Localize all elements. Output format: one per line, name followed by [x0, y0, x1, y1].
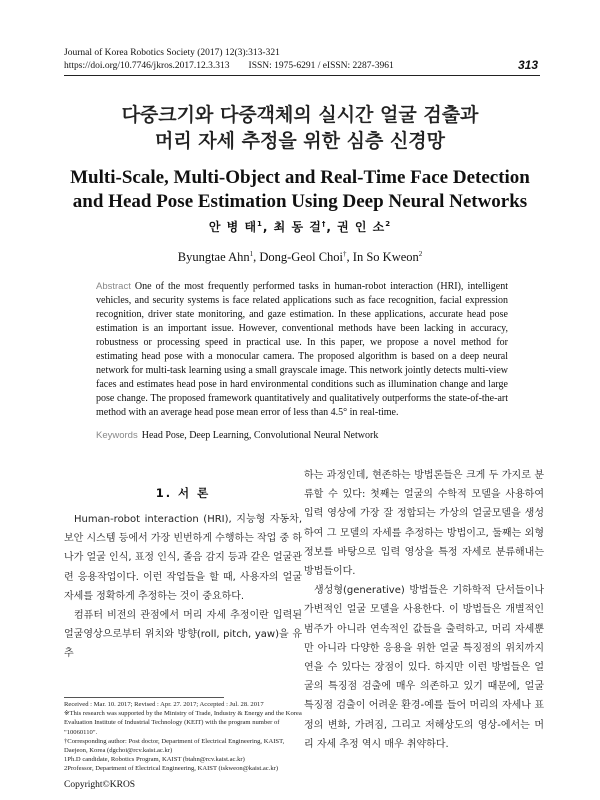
left-column [64, 510, 302, 664]
journal-header [64, 47, 394, 73]
journal-doi-issn: https://doi.org/10.7746/jkros.2017.12.3.313 ISSN: 1975-6291 / eISSN: 2287-3961 [64, 61, 394, 71]
author-separator: , [326, 220, 338, 234]
korean-title-line: 다중크기와 다중객체의 실시간 얼굴 검출과 [121, 104, 479, 126]
author-mark: 2 [385, 220, 392, 228]
author-name: 안 병 태 [208, 220, 258, 234]
copyright: Copyright©KROS [64, 780, 136, 790]
page-number: 313 [517, 58, 538, 72]
korean-title-line: 머리 자세 추정을 위한 심층 신경망 [154, 130, 446, 152]
body-paragraph: 하는 과정인데, 현존하는 방법론들은 크게 두 가지로 분류할 수 있다: 첫째는 얼굴의 수학적 모델을 사용하여 입력 영상에 가장 잘 정합되는 가상의 얼굴모델을 생성하여 그 모델의 자세를 추정하는 방법이고, 둘째는 외형 정보를 바탕으로 입력 영상을 특정 자세로 분류해내는 방법들이다. [304, 470, 544, 578]
footnotes [64, 700, 302, 774]
footnote-corresponding: †Corresponding author: Post doctor, Department of Electrical Engineering, KAIST, Daejeon, Korea (dgchoi@rcv.kaist.ac.kr) [64, 737, 285, 755]
author-mark: 1 [249, 249, 254, 258]
body-paragraph: 컴퓨터 비전의 관점에서 머리 자세 추정이란 입력된 얼굴영상으로부터 위치와 방향(roll, pitch, yaw)을 유추 [64, 610, 302, 660]
author-name: Dong-Geol Choi [259, 250, 344, 264]
footnote-funding: ※This research was supported by the Ministry of Trade, Industry & Energy and the Korea Evaluation Institute of Industrial Technology (KEIT) with the program number of "10060110". [64, 710, 302, 736]
author-mark: 1 [257, 220, 263, 228]
korean-title [0, 102, 600, 154]
keywords [96, 430, 508, 441]
keywords-text: Head Pose, Deep Learning, Convolutional Neural Network [141, 430, 379, 441]
author-name: Byungtae Ahn [177, 250, 250, 264]
english-authors [0, 250, 600, 265]
abstract-text: One of the most frequently performed tasks in human-robot interaction (HRI), intelligent vehicles, and security systems is face related applications such as face recognition, facial expression recognition, driver state monitoring, and gaze estimation. In these applications, accurate head pose estimation is an important issue. However, conventional methods have been lacking in accuracy, robustness or processing speed in practical use. In this paper, we propose a novel method for estimating head pose with a monocular camera. The proposed algorithm is based on a deep neural network for multi-task learning using a small grayscale image. This network jointly detects multi-view faces and estimates head pose in hard environmental conditions such as illumination change and large pose change. The proposed framework quantitatively and qualitatively outperforms the state-of-the-art method with an average head pose mean error of less than 4.5° in real-time. [96, 281, 508, 418]
footnote-author-2: 2Professor, Department of Electrical Engineering, KAIST (iskweon@kaist.ac.kr) [64, 765, 279, 773]
author-name: In So Kweon [352, 250, 419, 264]
author-separator: , [262, 220, 274, 234]
author-mark: 2 [418, 249, 423, 258]
english-title-line: and Head Pose Estimation Using Deep Neural Networks [72, 191, 528, 212]
korean-authors [0, 218, 600, 235]
author-separator: , [346, 250, 353, 264]
body-paragraph: 생성형(generative) 방법들은 기하학적 단서들이나 가변적인 얼굴 모델을 사용한다. 이 방법들은 개별적인 범주가 아니라 연속적인 값들을 출력하고, 머리 자세뿐만 아니라 다양한 응용을 위한 얼굴 특징점의 위치까지 연을 수 있다는 장점이 있다. 하지만 이런 방법들은 얼굴의 특징점 검출에 매우 의존하고 있기 때문에, 얼굴 특징점 검출이 어려운 환경-예를 들어 머리의 자세나 표정의 변화, 가려짐, 그리고 저해상도의 영상-에서는 머리 자세 추정 역시 매우 취약하다. [304, 585, 544, 750]
header-rule [64, 75, 540, 76]
abstract-label: Abstract [96, 281, 131, 292]
footnote-received: Received : Mar. 10. 2017; Revised : Apr. 27. 2017; Accepted : Jul. 28. 2017 [64, 701, 264, 708]
right-column [304, 466, 544, 754]
footnote-author-1: 1Ph.D candidate, Robotics Program, KAIST (btahn@rcv.kaist.ac.kr) [64, 756, 245, 764]
author-name: 권 인 소 [337, 220, 386, 234]
author-separator: , [253, 250, 260, 264]
footnote-rule [64, 697, 224, 698]
english-title [0, 166, 600, 214]
section-heading-introduction: 1. 서 론 [155, 486, 211, 500]
body-paragraph: Human-robot interaction (HRI), 지능형 자동차, 보안 시스템 등에서 가장 빈번하게 수행하는 작업 중 하나가 얼굴 인식, 표정 인식, 졸음 감지 등과 같은 얼굴관련 응용작업이다. 이런 작업들을 할 때, 사용자의 얼굴 자세를 정확하게 추정하는 것이 중요하다. [64, 514, 302, 602]
author-mark: † [321, 220, 327, 228]
author-name: 최 동 걸 [273, 220, 322, 234]
abstract [96, 280, 508, 420]
journal-citation: Journal of Korea Robotics Society (2017) 12(3):313-321 [64, 48, 280, 58]
keywords-label: Keywords [96, 430, 138, 441]
english-title-line: Multi-Scale, Multi-Object and Real-Time Face Detection [70, 167, 530, 188]
author-mark: † [343, 249, 347, 258]
